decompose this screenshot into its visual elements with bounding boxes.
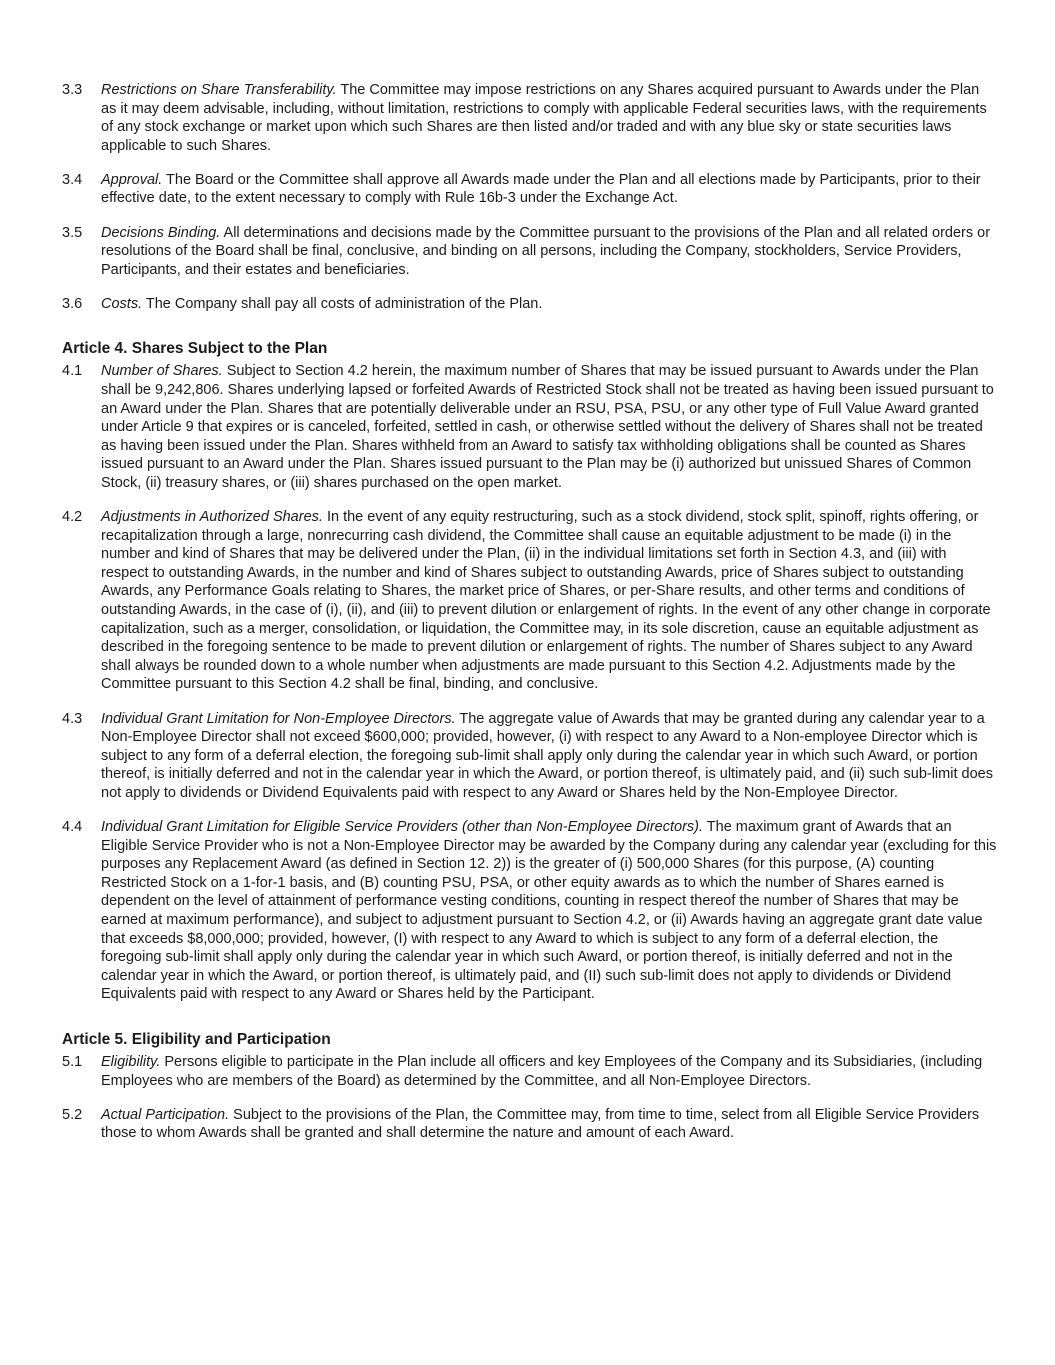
section-body: In the event of any equity restructuring, such as a stock dividend, stock split, spinoff, rights offering, or recapitalization through a large, nonrecurring cash dividend, the Committee shall cause an equitable adjustment to be made (i) in the number and kind of Shares that may be delivered under the Plan, (ii) in the individual limitations set forth in Section 4.3, and (iii) with respect to outstanding Awards, in the number and kind of Shares subject to outstanding Awards, price of Shares subject to outstanding Awards, any Performance Goals relating to Shares, the market price of Shares, or per-Share results, and other terms and conditions of outstanding Awards, in the case of (i), (ii), and (iii) to prevent dilution or enlargement of rights. In the event of any other change in corporate capitalization, such as a merger, consolidation, or liquidation, the Committee may, in its sole discretion, cause an equitable adjustment as described in the foregoing sentence to be made to prevent dilution or enlargement of rights. The number of Shares subject to any Award shall always be rounded down to a whole number when adjustments are made pursuant to this Section 4.2. Adjustments made by the Committee pursuant to this Section 4.2 shall be final, binding, and conclusive. [101, 509, 991, 693]
section-heading: Decisions Binding. [101, 224, 221, 241]
section-3-3 [62, 81, 997, 155]
article-5-title: Article 5. Eligibility and Participation [62, 1030, 331, 1048]
section-heading: Adjustments in Authorized Shares. [101, 509, 323, 526]
section-number: 5.2 [62, 1106, 83, 1123]
section-number: 3.5 [62, 224, 83, 241]
section-text [101, 710, 997, 803]
section-heading: Individual Grant Limitation for Non-Employee Directors. [101, 710, 456, 727]
section-number: 3.4 [62, 171, 83, 188]
section-number: 5.1 [62, 1053, 83, 1070]
section-heading: Restrictions on Share Transferability. [101, 82, 337, 98]
section-text [101, 508, 997, 694]
section-5-1 [62, 1053, 997, 1090]
section-number: 3.6 [62, 295, 83, 312]
section-5-2 [62, 1106, 997, 1143]
section-text [101, 171, 997, 208]
section-4-4 [62, 818, 997, 1004]
section-heading: Number of Shares. [101, 363, 223, 380]
section-heading: Costs. [101, 295, 143, 312]
article-4-title: Article 4. Shares Subject to the Plan [62, 340, 328, 358]
section-3-5 [62, 224, 997, 280]
section-body: Subject to the provisions of the Plan, the Committee may, from time to time, select from all Eligible Service Providers those to whom Awards shall be granted and shall determine the nature and amount of each Award. [101, 1106, 980, 1142]
section-number: 4.2 [62, 509, 83, 526]
section-text [101, 224, 997, 280]
section-body: The aggregate value of Awards that may be granted during any calendar year to a Non-Employee Director shall not exceed $600,000; provided, however, (i) with respect to any Award to a Non-employee Director which is subject to any form of a deferral election, the foregoing sub-limit shall apply only during the calendar year in which such Award, or portion thereof, is initially deferred and not in the calendar year in which the Award, or portion thereof, is ultimately paid, and (ii) such sub-limit does not apply to dividends or Dividend Equivalents paid with respect to any Award or Shares held by the Non-Employee Director. [101, 710, 993, 801]
section-body: All determinations and decisions made by the Committee pursuant to the provisions of the Plan and all related orders or resolutions of the Board shall be final, conclusive, and binding on all persons, including the Company, stockholders, Service Providers, Participants, and their estates and beneficiaries. [101, 224, 991, 278]
section-body: Persons eligible to participate in the Plan include all officers and key Employees of the Company and its Subsidiaries, (including Employees who are members of the Board) as determined by the Committee, and all Non-Employee Directors. [101, 1053, 983, 1089]
section-3-6 [62, 295, 997, 314]
section-text [101, 295, 997, 314]
section-text [101, 1053, 997, 1090]
section-4-2 [62, 508, 997, 694]
section-number: 3.3 [62, 82, 83, 98]
section-heading: Approval. [101, 171, 163, 188]
section-body: The Committee may impose restrictions on any Shares acquired pursuant to Awards under the Plan as it may deem advisable, including, without limitation, restrictions to comply with applicable Federal securities laws, with the requirements of any stock exchange or market upon which such Shares are then listed and/or traded and with any blue sky or state securities laws applicable to such Shares. [101, 82, 987, 154]
section-number: 4.3 [62, 710, 83, 727]
section-body: The Board or the Committee shall approve all Awards made under the Plan and all elections made by Participants, prior to their effective date, to the extent necessary to comply with Rule 16b-3 under the Exchange Act. [101, 171, 981, 207]
section-body: The maximum grant of Awards that an Eligible Service Provider who is not a Non-Employee Director may be awarded by the Company during any calendar year (excluding for this purposes any Replacement Award (as defined in Section 12. 2)) is the greater of (i) 500,000 Shares (for this purpose, (A) counting Restricted Stock on a 1-for-1 basis, and (B) counting PSU, PSA, or other equity awards as to which the number of Shares earned is dependent on the level of attainment of performance vesting conditions, counting in respect thereof the number of Shares that may be earned at maximum performance), and subject to adjustment pursuant to Section 4.2, or (ii) Awards having an aggregate grant date value that exceeds $8,000,000; provided, however, (I) with respect to any Award to which is subject to any form of a deferral election, the foregoing sub-limit shall apply only during the calendar year in which such Award, or portion thereof, is initially deferred and not in the calendar year in which the Award, or portion thereof, is ultimately paid, and (II) such sub-limit does not apply to dividends or Dividend Equivalents paid with respect to any Award or Shares held by the Participant. [101, 819, 997, 1003]
section-text [101, 362, 997, 492]
section-heading: Eligibility. [101, 1053, 161, 1070]
section-number: 4.1 [62, 363, 83, 380]
section-body: The Company shall pay all costs of administration of the Plan. [142, 295, 543, 312]
document-page [62, 81, 997, 1158]
section-4-1 [62, 362, 997, 492]
section-text [101, 81, 997, 155]
section-number: 4.4 [62, 819, 83, 835]
section-body: Subject to Section 4.2 herein, the maximum number of Shares that may be issued pursuant to Awards under the Plan shall be 9,242,806. Shares underlying lapsed or forfeited Awards of Restricted Stock shall not be treated as having been issued pursuant to an Award under the Plan. Shares that are potentially deliverable under an RSU, PSA, PSU, or any other type of Full Value Award granted under Article 9 that expires or is canceled, forfeited, settled in cash, or otherwise settled without the delivery of Shares shall not be treated as having been issued under the Plan. Shares withheld from an Award to satisfy tax withholding obligations shall be counted as Shares issued pursuant to an Award under the Plan. Shares issued pursuant to the Plan may be (i) authorized but unissued Shares of Common Stock, (ii) treasury shares, or (iii) shares purchased on the open market. [101, 363, 994, 491]
section-text [101, 1106, 997, 1143]
section-heading: Individual Grant Limitation for Eligible Service Providers (other than Non-Employee Directors). [101, 819, 704, 835]
section-3-4 [62, 171, 997, 208]
section-heading: Actual Participation. [101, 1106, 230, 1123]
section-4-3 [62, 710, 997, 803]
section-text [101, 818, 997, 1004]
